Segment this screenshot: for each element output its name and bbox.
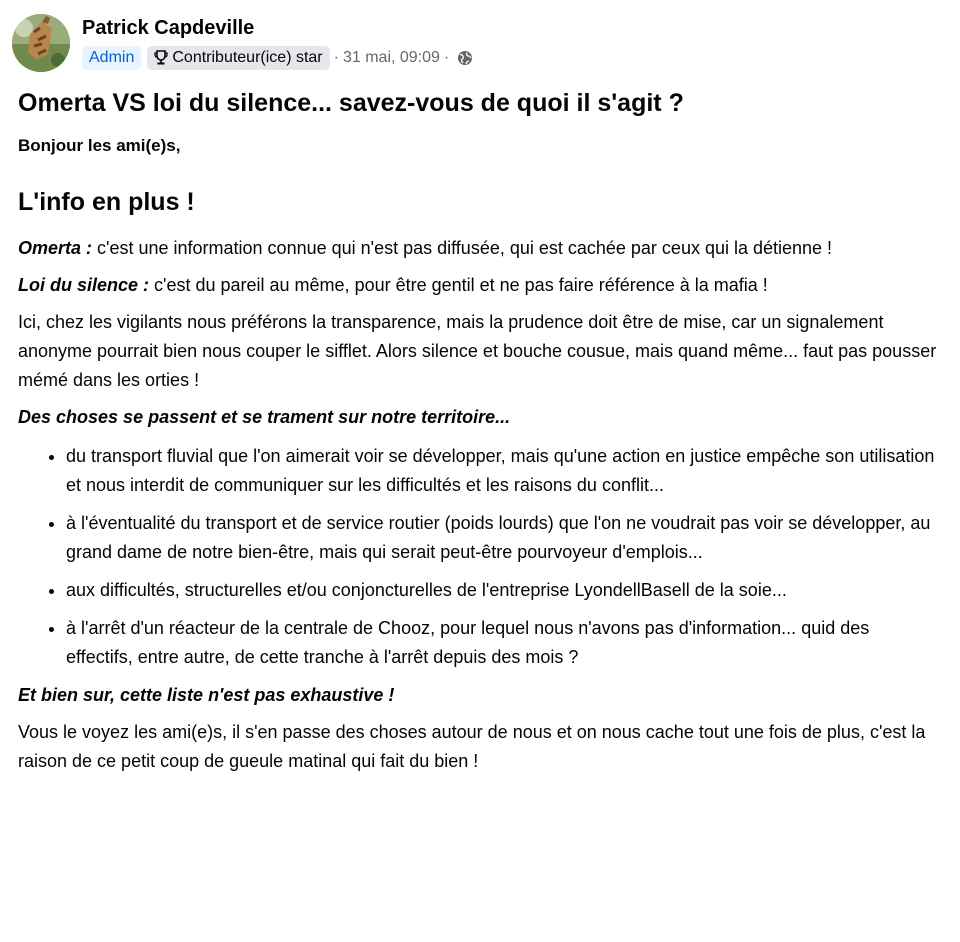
avatar-photo-icon bbox=[12, 14, 70, 72]
omerta-definition bbox=[18, 234, 938, 263]
closing-paragraph: Vous le voyez les ami(e)s, il s'en passe des choses autour de nous et on nous cache tout une fois de plus, c'est la raison de ce petit coup de gueule matinal qui fait du bien ! bbox=[18, 722, 926, 771]
loi-definition bbox=[18, 271, 938, 300]
omerta-text: c'est une information connue qui n'est pas diffusée, qui est cachée par ceux qui la détienne ! bbox=[92, 238, 833, 258]
section-heading: L'info en plus ! bbox=[18, 188, 195, 216]
avatar[interactable] bbox=[12, 14, 70, 72]
list-item: • du transport fluvial que l'on aimerait voir se développer, mais qu'une action en justice empêche son utilisation et nous interdit de communiquer sur les difficultés et les raisons du conflit... bbox=[66, 442, 938, 500]
post-date[interactable]: 31 mai, 09:09 bbox=[342, 49, 440, 66]
meta-separator: · bbox=[443, 49, 450, 66]
admin-badge[interactable]: Admin bbox=[82, 46, 141, 70]
greeting: Bonjour les ami(e)s, bbox=[18, 136, 181, 155]
post-header bbox=[12, 12, 942, 74]
loi-term: Loi du silence : bbox=[18, 275, 150, 295]
meta-separator: · bbox=[333, 49, 339, 66]
list-intro: Des choses se passent et se trament sur notre territoire... bbox=[18, 407, 511, 427]
list-item: • à l'arrêt d'un réacteur de la centrale de Chooz, pour lequel nous n'avons pas d'information... quid des effectifs, entre autre, de cette tranche à l'arrêt depuis des mois ? bbox=[66, 614, 938, 672]
post-title: Omerta VS loi du silence... savez-vous de quoi il s'agit ? bbox=[18, 89, 684, 117]
star-badge-label: Contributeur(ice) star bbox=[172, 49, 323, 66]
omerta-term: Omerta : bbox=[18, 238, 93, 258]
list-item: • aux difficultés, structurelles et/ou conjoncturelles de l'entreprise LyondellBasell de la soie... bbox=[66, 576, 938, 605]
post-meta bbox=[82, 46, 473, 70]
trophy-icon bbox=[154, 50, 168, 66]
paragraph-transparence: Ici, chez les vigilants nous préférons la transparence, mais la prudence doit être de mise, car un signalement anonyme pourrait bien nous couper le sifflet. Alors silence et bouche cousue, mais quand même... faut pas pousser mémé dans les orties ! bbox=[18, 312, 937, 390]
author-name[interactable]: Patrick Capdeville bbox=[82, 17, 255, 39]
issues-list bbox=[18, 442, 938, 672]
list-outro: Et bien sur, cette liste n'est pas exhaustive ! bbox=[18, 685, 395, 705]
globe-icon[interactable] bbox=[457, 50, 473, 66]
list-item: • à l'éventualité du transport et de service routier (poids lourds) que l'on ne voudrait pas voir se développer, au grand dame de notre bien-être, mais qui serait peut-être pourvoyeur d'emplois... bbox=[66, 509, 938, 567]
star-contributor-badge[interactable] bbox=[147, 46, 329, 70]
post-body bbox=[18, 86, 938, 776]
loi-text: c'est du pareil au même, pour être gentil et ne pas faire référence à la mafia ! bbox=[149, 275, 768, 295]
